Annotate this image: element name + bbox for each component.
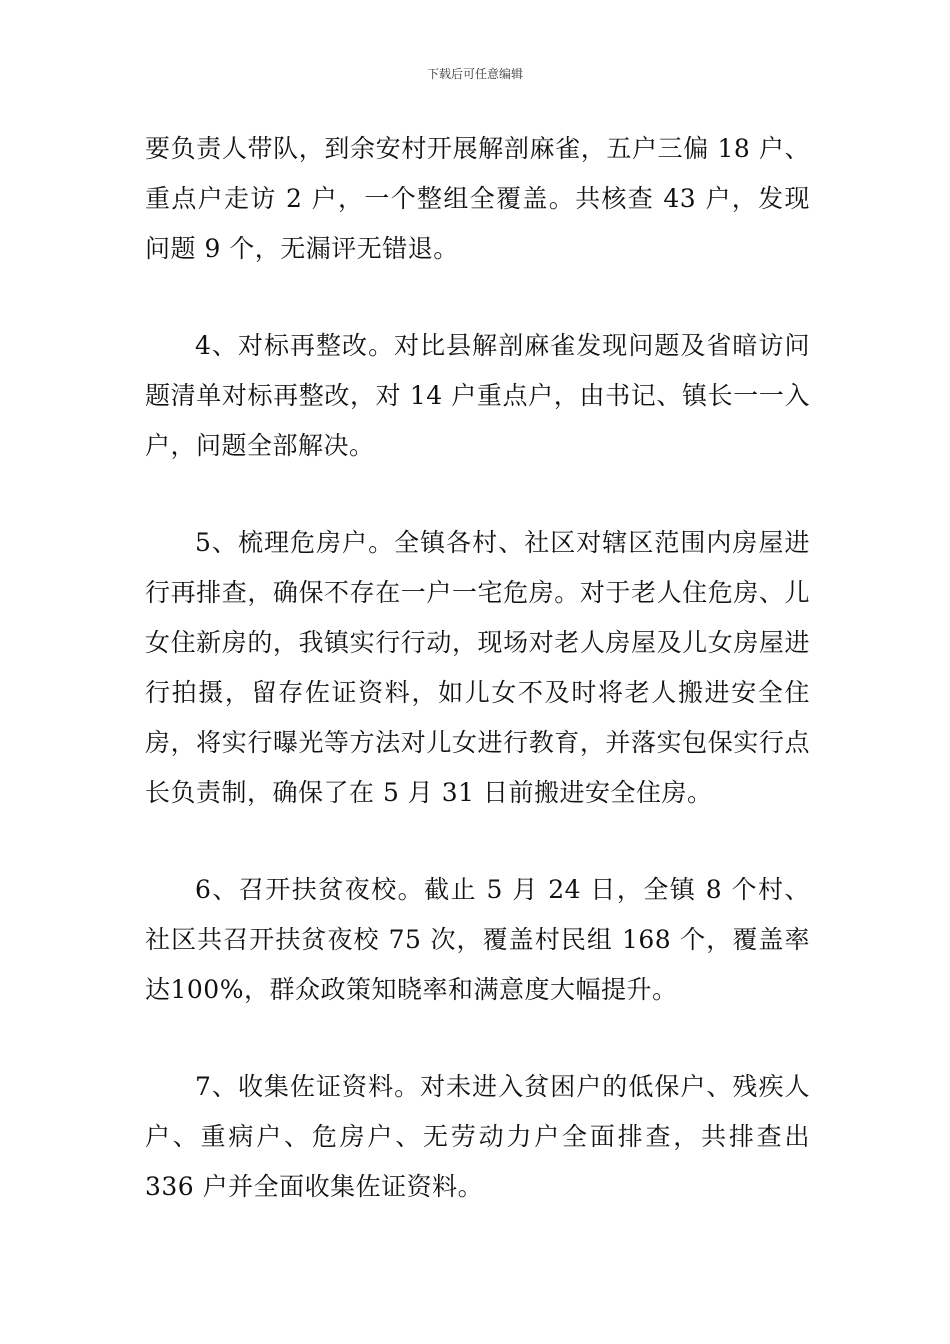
document-body [145, 124, 810, 1212]
paragraph-item-7: 7、收集佐证资料。对未进入贫困户的低保户、残疾人户、重病户、危房户、无劳动力户全面排查，共排查出 336 户并全面收集佐证资料。 [145, 1072, 810, 1201]
paragraph-item-5: 5、梳理危房户。全镇各村、社区对辖区范围内房屋进行再排查，确保不存在一户一宅危房。对于老人住危房、儿女住新房的，我镇实行行动，现场对老人房屋及儿女房屋进行拍摄，留存佐证资料，如儿女不及时将老人搬进安全住房，将实行曝光等方法对儿女进行教育，并落实包保实行点长负责制，确保了在 5 月 31 日前搬进安全住房。 [145, 528, 810, 807]
paragraph-continuation: 要负责人带队，到余安村开展解剖麻雀，五户三偏 18 户、重点户走访 2 户，一个整组全覆盖。共核查 43 户，发现问题 9 个，无漏评无错退。 [145, 134, 810, 263]
paragraph-item-4: 4、对标再整改。对比县解剖麻雀发现问题及省暗访问题清单对标再整改，对 14 户重点户，由书记、镇长一一入户，问题全部解决。 [145, 331, 810, 460]
paragraph-item-6: 6、召开扶贫夜校。截止 5 月 24 日，全镇 8 个村、社区共召开扶贫夜校 75 次，覆盖村民组 168 个，覆盖率达100%，群众政策知晓率和满意度大幅提升。 [145, 875, 810, 1004]
page-header: 下载后可任意编辑 [426, 67, 523, 81]
